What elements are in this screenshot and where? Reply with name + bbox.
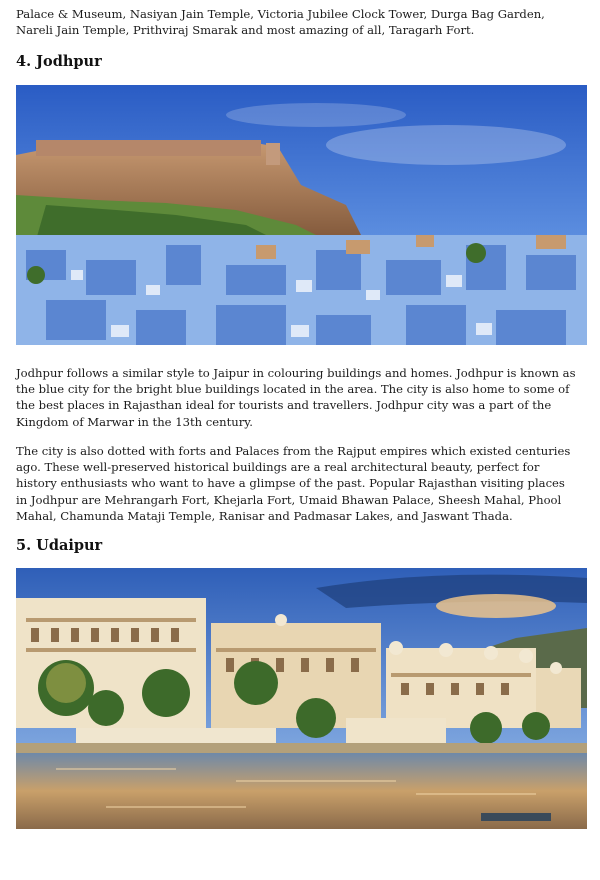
intro-paragraph: Palace & Museum, Nasiyan Jain Temple, Victoria Jubilee Clock Tower, Durga Bag Garden, Nareli Jain Temple, Prithviraj Smarak and most amazing of all, Taragarh Fort.: [16, 7, 545, 38]
udaipur-photo: [16, 568, 587, 829]
udaipur-heading: 5. Udaipur: [16, 537, 103, 554]
jodhpur-paragraph-1: Jodhpur follows a similar style to Jaipur in colouring buildings and homes. Jodhpur is known as the blue city for the bright blue buildings located in the area. The city is also home to some of the best places in Rajasthan ideal for tourists and travellers. Jodhpur city was a part of the Kingdom of Marwar in the 13th century.: [16, 366, 576, 429]
jodhpur-paragraph-2: The city is also dotted with forts and Palaces from the Rajput empires which existed centuries ago. These well-preserved historical buildings are a real architectural beauty, perfect for history enthusiasts who want to have a glimpse of the past. Popular Rajasthan visiting places in Jodhpur are Mehrangarh Fort, Khejarla Fort, Umaid Bhawan Palace, Sheesh Mahal, Phool Mahal, Chamunda Mataji Temple, Ranisar and Padmasar Lakes, and Jaswant Thada.: [16, 444, 571, 523]
jodhpur-heading: 4. Jodhpur: [16, 53, 102, 70]
jodhpur-photo: [16, 85, 587, 345]
